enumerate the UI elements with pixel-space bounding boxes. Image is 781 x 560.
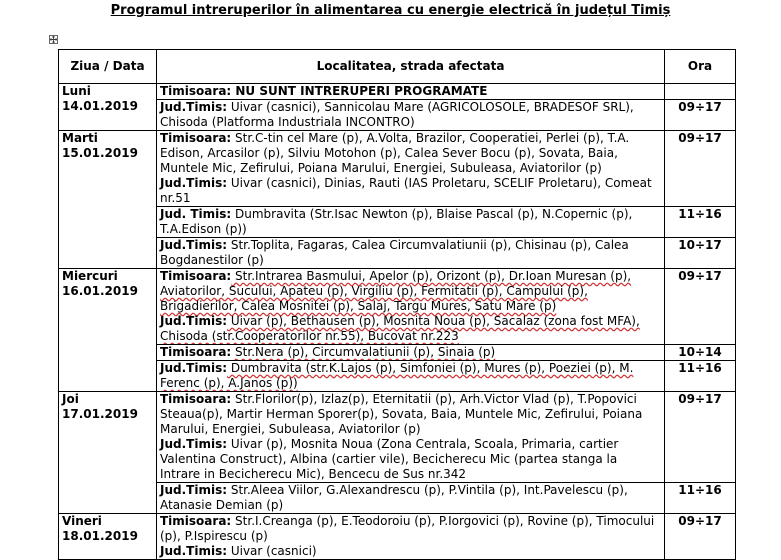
table-row [59,131,736,207]
day-name: Joi [62,392,79,406]
locality-cell [157,100,665,131]
locality-cell [157,131,665,207]
day-cell [59,131,157,269]
day-cell [59,392,157,514]
area-label: Timisoara: NU SUNT INTRERUPERI PROGRAMATE [160,84,488,98]
day-date: 18.01.2019 [62,529,138,543]
locality-entry [160,238,661,268]
locality-entry [160,361,661,391]
area-label: Jud.Timis: [160,100,228,114]
table-row [59,361,736,392]
hour-cell: 11÷16 [665,361,736,392]
streets-text: Uivar (p), Mosnita Noua (Zona Centrala, Scoala, Primaria, cartier Valentina Construct), Albina (cartier vile), Becicherecu Mic (partea stanga la Intrare in Becicherecu Mic), Bencecu de Sus nr.342 [160,437,619,481]
locality-cell [157,269,665,345]
area-label: Jud.Timis: [160,314,228,328]
streets-text: Uivar (p), Bethausen (p), Mosnita Noua (p), Sacalaz (zona fost MFA), Chisoda (str.Cooperatorilor nr.55), Bucovat nr.223 [160,314,640,343]
area-label: Jud.Timis: [160,437,228,451]
area-label: Timisoara: [160,131,232,145]
day-cell [59,269,157,392]
hour-cell: 09÷17 [665,514,736,560]
table-move-handle[interactable] [49,35,58,44]
outage-schedule-table [58,49,736,560]
locality-entry [160,392,661,437]
area-label: Timisoara: [160,345,232,359]
streets-text: Str.I.Creanga (p), E.Teodoroiu (p), P.Iorgovici (p), Rovine (p), Timocului (p), P.Ispirescu (p) [160,514,655,543]
table-row [59,100,736,131]
table-row [59,84,736,100]
streets-text: Str.Aleea Viilor, G.Alexandrescu (p), P.Vintila (p), Int.Pavelescu (p), Atanasie Demian (p) [160,483,628,512]
locality-entry [160,100,661,130]
locality-cell [157,207,665,238]
day-cell [59,514,157,560]
locality-entry [160,314,661,344]
locality-entry [160,84,661,99]
locality-cell [157,514,665,560]
streets-text: Str.Intrarea Basmului, Apelor (p), Orizont (p), Dr.Ioan Muresan (p), Aviatorilor, Sucului, Apateu (p), Virgiliu (p), Fermitatii (p), Campului (p), Brigadierilor, Calea Mosnitei (p), Salaj, Targu Mures, Satu Mare (p) [160,269,632,313]
table-row [59,483,736,514]
streets-text: Str.C-tin cel Mare (p), A.Volta, Brazilor, Cooperatiei, Perlei (p), T.A. Edison, Arcasilor (p), Silviu Motohon (p), Calea Sever Bocu (p), Sovata, Baia, Muntele Mic, Zefirului, Poiana Marului, Energiei, Subuleasa, Aviatorilor (p) [160,131,630,175]
area-label: Jud.Timis: [160,483,228,497]
hour-cell: 09÷17 [665,269,736,345]
hour-cell: 10÷14 [665,345,736,361]
table-row [59,514,736,560]
locality-entry [160,544,661,559]
day-name: Marti [62,131,98,145]
day-name: Vineri [62,514,102,528]
hour-cell [665,84,736,100]
locality-entry [160,483,661,513]
hour-cell: 09÷17 [665,131,736,207]
locality-cell [157,345,665,361]
locality-cell [157,483,665,514]
area-label: Jud. Timis: [160,207,232,221]
header-hour: Ora [665,50,736,84]
day-name: Luni [62,84,91,98]
table-row [59,238,736,269]
locality-cell [157,392,665,483]
header-locality: Localitatea, strada afectata [157,50,665,84]
table-row [59,269,736,345]
move-arrows-icon [50,36,57,43]
streets-text: Uivar (casnici) [227,544,317,558]
hour-cell: 11÷16 [665,207,736,238]
streets-text: Uivar (casnici), Dinias, Rauti (IAS Proletaru, SCELIF Proletaru), Comeat nr.51 [160,176,652,205]
streets-text: Str.Toplita, Fagaras, Calea Circumvalatiunii (p), Chisinau (p), Calea Bogdanestilor (p) [160,238,629,267]
day-date: 16.01.2019 [62,284,138,298]
day-date: 14.01.2019 [62,99,138,113]
hour-cell: 11÷16 [665,483,736,514]
hour-cell: 09÷17 [665,392,736,483]
table-row [59,345,736,361]
day-date: 15.01.2019 [62,146,138,160]
header-day: Ziua / Data [59,50,157,84]
locality-cell [157,361,665,392]
area-label: Jud.Timis: [160,361,228,375]
locality-entry [160,207,661,237]
table-row [59,207,736,238]
streets-text: Dumbravita (str.K.Lajos (p), Simfoniei (p), Mures (p), Poeziei (p), M. Ferenc (p), A.Janos (p)) [160,361,634,390]
locality-cell [157,238,665,269]
area-label: Jud.Timis: [160,176,228,190]
area-label: Timisoara: [160,392,232,406]
streets-text: Str.Nera (p), Circumvalatiunii (p), Sinaia (p) [231,345,496,359]
streets-text: Str.Florilor(p), Izlaz(p), Eternitatii (p), Arh.Victor Vlad (p), T.Popovici Steaua(p), Martir Herman Sporer(p), Sovata, Baia, Muntele Mic, Zefirului, Poiana Marului, Energiei, Subuleasa, Aviatorilor (p) [160,392,643,436]
day-cell [59,84,157,131]
area-label: Jud.Timis: [160,544,228,558]
day-name: Miercuri [62,269,118,283]
area-label: Jud.Timis: [160,238,228,252]
day-date: 17.01.2019 [62,407,138,421]
area-label: Timisoara: [160,269,232,283]
area-label: Timisoara: [160,514,232,528]
locality-cell [157,84,665,100]
header-row [59,50,736,84]
locality-entry [160,345,661,360]
locality-entry [160,269,661,314]
hour-cell: 09÷17 [665,100,736,131]
locality-entry [160,131,661,176]
locality-entry [160,176,661,206]
streets-text: Dumbravita (Str.Isac Newton (p), Blaise Pascal (p), N.Copernic (p), T.A.Edison (p)) [160,207,633,236]
streets-text: Uivar (casnici), Sannicolau Mare (AGRICOLOSOLE, BRADESOF SRL), Chisoda (Platforma Industriala INCONTRO) [160,100,634,129]
document-title: Programul intreruperilor în alimentarea cu energie electrică în județul Timiș [110,3,671,18]
hour-cell: 10÷17 [665,238,736,269]
locality-entry [160,514,661,544]
table-row [59,392,736,483]
locality-entry [160,437,661,482]
